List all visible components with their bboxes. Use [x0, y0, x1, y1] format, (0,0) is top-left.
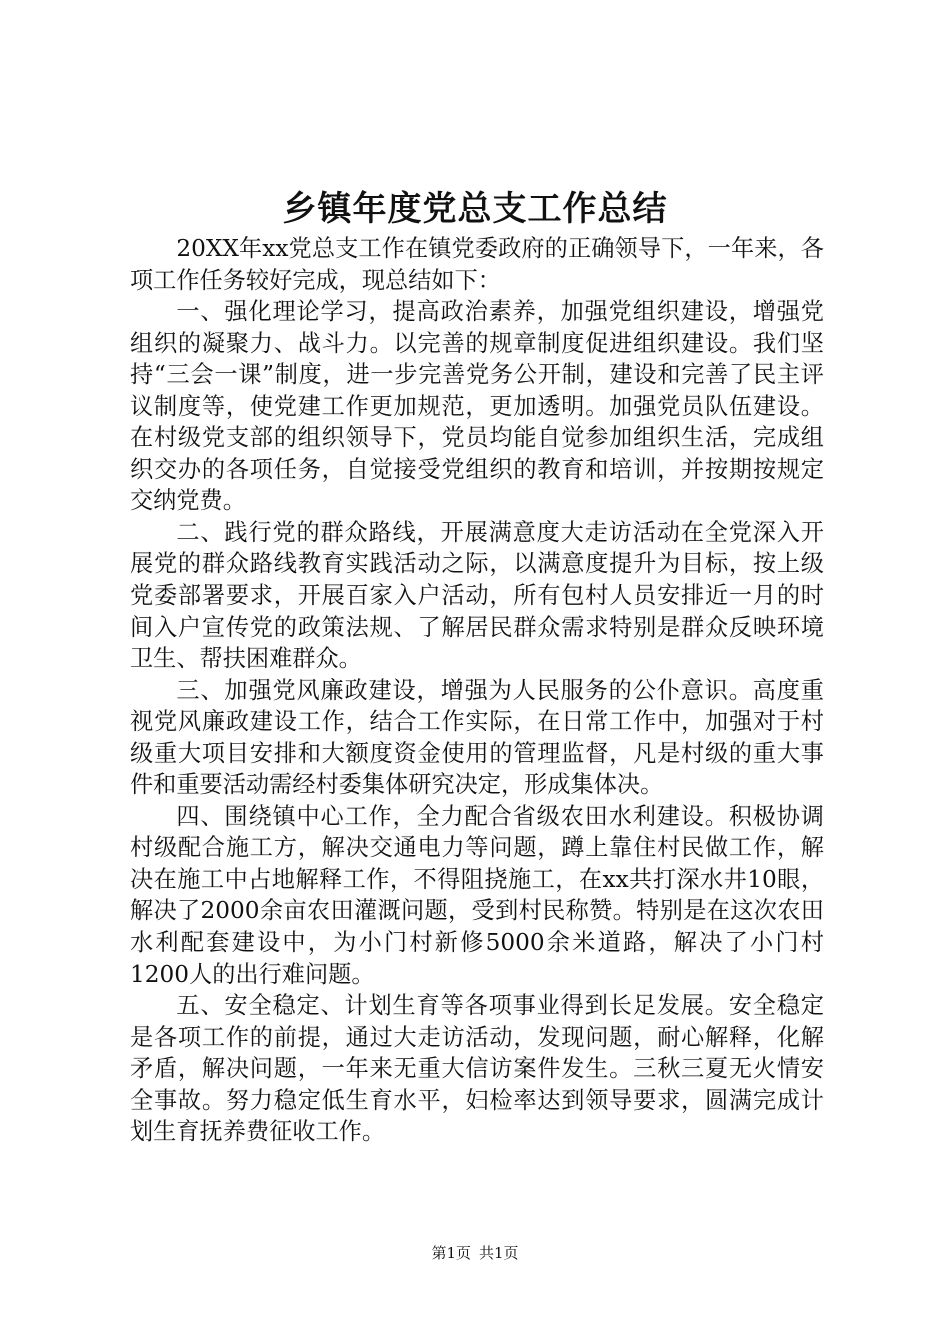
paragraph-section-2: 二、践行党的群众路线，开展满意度大走访活动在全党深入开展党的群众路线教育实践活动之际，以满意度提升为目标，按上级党委部署要求，开展百家入户活动，所有包村人员安排近一月的时间入户宣传党的政策法规、了解居民群众需求特别是群众反映环境卫生、帮扶困难群众。	[130, 518, 824, 673]
paragraph-section-5: 五、安全稳定、计划生育等各项事业得到长足发展。安全稳定是各项工作的前提，通过大走访活动，发现问题，耐心解释，化解矛盾，解决问题，一年来无重大信访案件发生。三秋三夏无火情安全事故。努力稳定低生育水平，妇检率达到领导要求，圆满完成计划生育抚养费征收工作。	[130, 992, 824, 1146]
document-body	[130, 233, 824, 1148]
page-total: 共1页	[479, 1244, 519, 1262]
page-number: 第1页	[431, 1244, 471, 1262]
page-footer	[0, 1241, 950, 1265]
paragraph-section-4: 四、围绕镇中心工作，全力配合省级农田水利建设。积极协调村级配合施工方，解决交通电力等问题，蹲上靠住村民做工作，解决在施工中占地解释工作，不得阻挠施工，在xx共打深水井10眼，解决了2000余亩农田灌溉问题，受到村民称赞。特别是在这次农田水利配套建设中，为小门村新修5000余米道路，解决了小门村1200人的出行难问题。	[130, 802, 824, 988]
paragraph-section-1: 一、强化理论学习，提高政治素养，加强党组织建设，增强党组织的凝聚力、战斗力。以完善的规章制度促进组织建设。我们坚持“三会一课”制度，进一步完善党务公开制，建设和完善了民主评议制度等，使党建工作更加规范，更加透明。加强党员队伍建设。在村级党支部的组织领导下，党员均能自觉参加组织生活，完成组织交办的各项任务，自觉接受党组织的教育和培训，并按期按规定交纳党费。	[130, 298, 824, 515]
paragraph-intro: 20XX年xx党总支工作在镇党委政府的正确领导下，一年来，各项工作任务较好完成，现总结如下：	[130, 235, 824, 294]
paragraph-section-3: 三、加强党风廉政建设，增强为人民服务的公仆意识。高度重视党风廉政建设工作，结合工作实际，在日常工作中，加强对于村级重大项目安排和大额度资金使用的管理监督，凡是村级的重大事件和重要活动需经村委集体研究决定，形成集体决。	[130, 676, 824, 799]
document-title: 乡镇年度党总支工作总结	[282, 189, 668, 229]
